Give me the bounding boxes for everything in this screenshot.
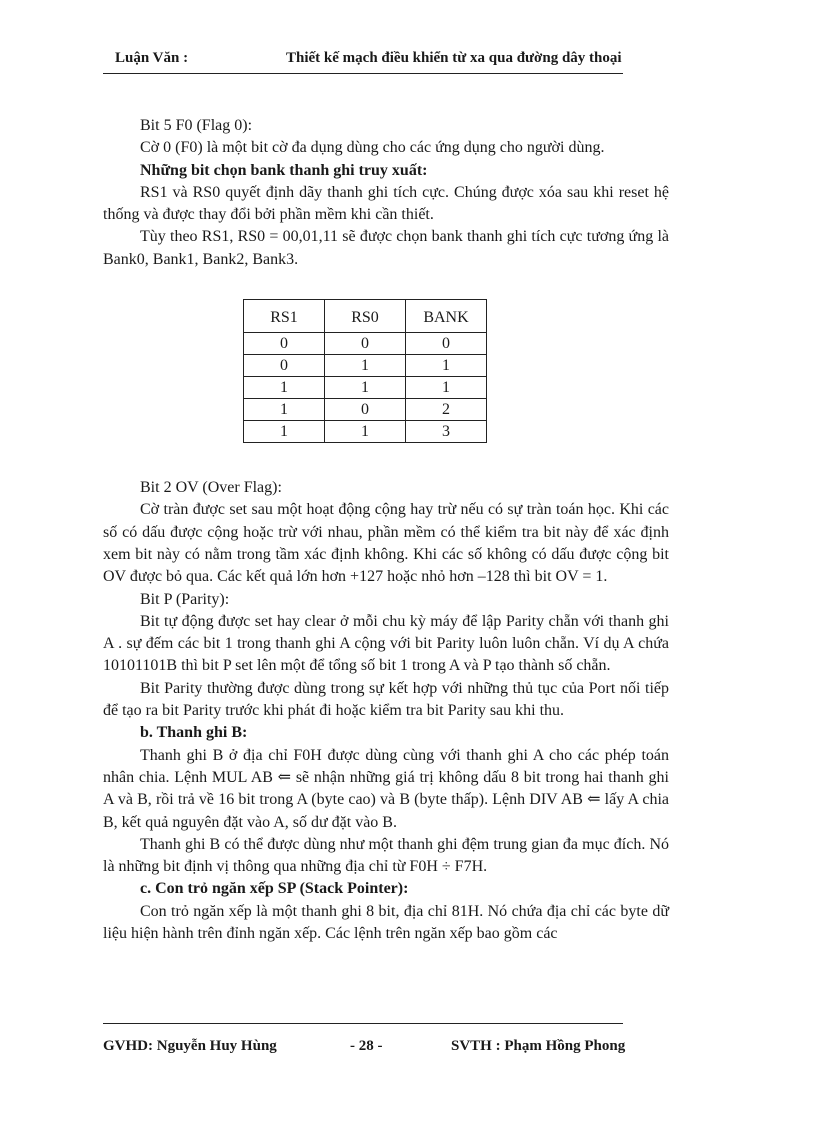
table-cell: 1 xyxy=(325,377,406,399)
bank-table xyxy=(243,299,487,443)
table-cell: 2 xyxy=(406,399,487,421)
heading-register-b: b. Thanh ghi B: xyxy=(140,724,248,742)
header-title: Thiết kế mạch điều khiển từ xa qua đường dây thoại xyxy=(286,50,622,66)
paragraph-parity-title: Bit P (Parity): xyxy=(140,590,230,608)
paragraph-register-b-buffer: Thanh ghi B có thể được dùng như một thanh ghi đệm trung gian đa mục đích. Nó là những bit định vị thông qua những địa chỉ từ F0H ÷ F7H. xyxy=(103,835,669,876)
paragraph-parity-desc: Bit tự động được set hay clear ở mỗi chu kỳ máy để lập Parity chẵn với thanh ghi A . sự đếm các bit 1 trong thanh ghi A cộng với bit Parity luôn luôn chẵn. Ví dụ A chứa 10101101B thì bit P set lên một để tổng số bit 1 trong A và P tạo thành số chẵn. xyxy=(103,612,669,675)
table-cell: 1 xyxy=(244,399,325,421)
paragraph-bit2-title: Bit 2 OV (Over Flag): xyxy=(140,479,282,497)
table-cell: 0 xyxy=(244,355,325,377)
table-cell: 0 xyxy=(244,333,325,355)
table-row xyxy=(244,399,487,421)
table-cell: 1 xyxy=(325,421,406,443)
heading-bank-select: Những bit chọn bank thanh ghi truy xuất: xyxy=(140,161,428,179)
paragraph-bit5-title: Bit 5 F0 (Flag 0): xyxy=(140,117,253,134)
paragraph-stack-pointer-desc: Con trỏ ngăn xếp là một thanh ghi 8 bit, địa chỉ 81H. Nó chứa địa chỉ các byte dữ liệu hiện hành trên đỉnh ngăn xếp. Các lệnh trên ngăn xếp bao gồm các xyxy=(103,902,669,943)
paragraph-parity-usage: Bit Parity thường được dùng trong sự kết hợp với những thủ tục của Port nối tiếp để tạo ra bit Parity trước khi phát đi hoặc kiểm tra bit Parity sau khi thu. xyxy=(103,679,669,720)
header-divider xyxy=(103,73,623,74)
heading-stack-pointer: c. Con trỏ ngăn xếp SP (Stack Pointer): xyxy=(140,880,409,898)
table-row xyxy=(244,421,487,443)
paragraph-f0-desc: Cờ 0 (F0) là một bit cờ đa dụng dùng cho các ứng dụng cho người dùng. xyxy=(140,139,605,157)
document-body xyxy=(103,115,669,945)
table-header-cell: RS1 xyxy=(244,300,325,333)
table-cell: 3 xyxy=(406,421,487,443)
table-row xyxy=(244,355,487,377)
page-footer xyxy=(103,1036,663,1058)
page-number: - 28 - xyxy=(350,1038,383,1054)
paragraph-register-b-desc: Thanh ghi B ở địa chỉ F0H được dùng cùng với thanh ghi A cho các phép toán nhân chia. Lệnh MUL AB ⇐ sẽ nhận những giá trị không dấu 8 bit trong hai thanh ghi A và B, rồi trả về 16 bit trong A (byte cao) và B (byte thấp). Lệnh DIV AB ⇐ lấy A chia B, kết quả nguyên đặt vào A, số dư đặt vào B. xyxy=(103,746,669,831)
table-cell: 1 xyxy=(406,377,487,399)
paragraph-bank-mapping: Tùy theo RS1, RS0 = 00,01,11 sẽ được chọn bank thanh ghi tích cực tương ứng là Bank0, Bank1, Bank2, Bank3. xyxy=(103,228,669,268)
table-cell: 1 xyxy=(244,421,325,443)
table-cell: 0 xyxy=(325,399,406,421)
page-header xyxy=(103,48,623,70)
table-cell: 1 xyxy=(244,377,325,399)
table-header-row xyxy=(244,300,487,333)
footer-advisor: GVHD: Nguyễn Huy Hùng xyxy=(103,1038,277,1054)
table-cell: 0 xyxy=(406,333,487,355)
table-header-cell: RS0 xyxy=(325,300,406,333)
table-row xyxy=(244,377,487,399)
table-cell: 1 xyxy=(406,355,487,377)
footer-divider xyxy=(103,1023,623,1024)
spacer xyxy=(103,443,669,477)
table-row xyxy=(244,333,487,355)
paragraph-ov-desc: Cờ tràn được set sau một hoạt động cộng hay trừ nếu có sự tràn toán học. Khi các số có dấu được cộng hoặc trừ với nhau, phần mềm có thể kiểm tra bit này để xác định xem bit này có nằm trong tầm xác định không. Khi các số không có dấu được cộng bit OV được bỏ qua. Các kết quả lớn hơn +127 hoặc nhỏ hơn –128 thì bit OV = 1. xyxy=(103,501,669,586)
footer-student: SVTH : Phạm Hồng Phong xyxy=(451,1038,626,1054)
table-header-cell: BANK xyxy=(406,300,487,333)
header-left: Luận Văn : xyxy=(115,50,189,66)
table-cell: 0 xyxy=(325,333,406,355)
paragraph-rs-desc: RS1 và RS0 quyết định dãy thanh ghi tích cực. Chúng được xóa sau khi reset hệ thống và được thay đổi bởi phần mềm khi cần thiết. xyxy=(103,183,669,224)
table-cell: 1 xyxy=(325,355,406,377)
